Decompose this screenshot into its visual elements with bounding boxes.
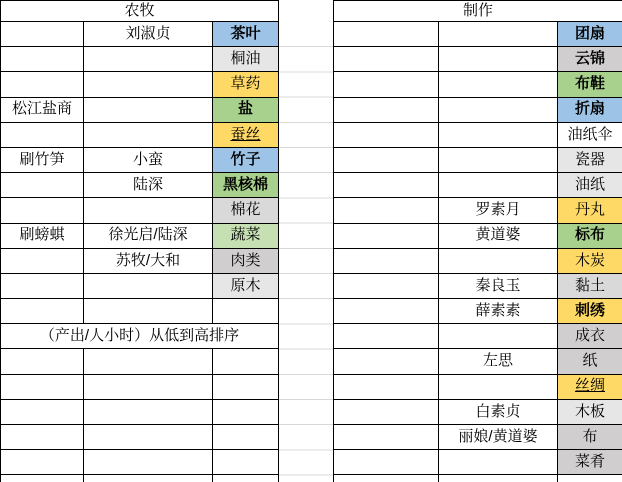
- person-cell[interactable]: 徐光启/陆深: [84, 223, 213, 248]
- buff-cell[interactable]: [334, 399, 439, 424]
- person-cell[interactable]: [439, 248, 558, 273]
- product-cell[interactable]: 黏土: [558, 273, 622, 298]
- product-cell[interactable]: 布: [558, 425, 622, 450]
- person-cell[interactable]: 陆深: [84, 173, 213, 198]
- product-cell[interactable]: 布鞋: [558, 72, 622, 97]
- buff-cell[interactable]: [334, 374, 439, 399]
- buff-cell[interactable]: [1, 22, 84, 47]
- person-cell[interactable]: [439, 22, 558, 47]
- person-cell[interactable]: 丽娘/黄道婆: [439, 425, 558, 450]
- buff-cell[interactable]: [334, 450, 439, 475]
- person-cell[interactable]: [439, 147, 558, 172]
- person-cell[interactable]: [84, 349, 213, 374]
- product-cell[interactable]: 木板: [558, 399, 622, 424]
- product-cell[interactable]: [213, 299, 279, 324]
- buff-cell[interactable]: [1, 450, 84, 475]
- product-cell[interactable]: 瓷器: [558, 147, 622, 172]
- empty-cell[interactable]: [1, 475, 84, 482]
- buff-cell[interactable]: [334, 122, 439, 147]
- product-cell[interactable]: 纸: [558, 349, 622, 374]
- product-cell[interactable]: 棉花: [213, 198, 279, 223]
- product-cell[interactable]: 肉类: [213, 248, 279, 273]
- buff-cell[interactable]: [334, 299, 439, 324]
- person-cell[interactable]: 罗素月: [439, 198, 558, 223]
- person-cell[interactable]: 刘淑贞: [84, 22, 213, 47]
- buff-cell[interactable]: [334, 349, 439, 374]
- buff-cell[interactable]: [334, 223, 439, 248]
- buff-cell[interactable]: [1, 349, 84, 374]
- empty-cell[interactable]: [213, 475, 279, 482]
- product-cell[interactable]: 草药: [213, 72, 279, 97]
- product-cell[interactable]: 团扇: [558, 22, 622, 47]
- person-cell[interactable]: 秦良玉: [439, 273, 558, 298]
- product-cell[interactable]: 菜肴: [558, 450, 622, 475]
- person-cell[interactable]: [439, 324, 558, 349]
- buff-cell[interactable]: 刷竹笋: [1, 147, 84, 172]
- person-cell[interactable]: [84, 425, 213, 450]
- person-cell[interactable]: [84, 374, 213, 399]
- crafting-section-header[interactable]: 制作: [334, 1, 622, 22]
- buff-cell[interactable]: [1, 72, 84, 97]
- product-cell[interactable]: 原木: [213, 273, 279, 298]
- person-cell[interactable]: [84, 72, 213, 97]
- buff-cell[interactable]: [1, 374, 84, 399]
- product-cell[interactable]: 刺绣: [558, 299, 622, 324]
- person-cell[interactable]: 白素贞: [439, 399, 558, 424]
- product-cell[interactable]: 云锦: [558, 47, 622, 72]
- separator-gridlines: [278, 22, 333, 482]
- buff-cell[interactable]: [1, 399, 84, 424]
- product-cell[interactable]: 油纸伞: [558, 122, 622, 147]
- buff-cell[interactable]: [1, 173, 84, 198]
- person-cell[interactable]: 黄道婆: [439, 223, 558, 248]
- buff-cell[interactable]: [1, 198, 84, 223]
- product-cell[interactable]: [213, 450, 279, 475]
- buff-cell[interactable]: [334, 173, 439, 198]
- product-cell[interactable]: [213, 399, 279, 424]
- product-cell[interactable]: 丹丸: [558, 198, 622, 223]
- product-cell[interactable]: 丝绸: [558, 374, 622, 399]
- person-cell[interactable]: [439, 450, 558, 475]
- product-cell[interactable]: 标布: [558, 223, 622, 248]
- buff-cell[interactable]: [1, 299, 84, 324]
- person-cell[interactable]: 小蛮: [84, 147, 213, 172]
- product-cell[interactable]: 黑核棉: [213, 173, 279, 198]
- person-cell[interactable]: [84, 273, 213, 298]
- person-cell[interactable]: 左思: [439, 349, 558, 374]
- person-cell[interactable]: 苏牧/大和: [84, 248, 213, 273]
- empty-cell[interactable]: [558, 475, 622, 482]
- buff-cell[interactable]: [1, 248, 84, 273]
- buff-cell[interactable]: [1, 47, 84, 72]
- person-cell[interactable]: [84, 198, 213, 223]
- person-cell[interactable]: 薛素素: [439, 299, 558, 324]
- product-cell[interactable]: 竹子: [213, 147, 279, 172]
- product-cell[interactable]: 折扇: [558, 97, 622, 122]
- person-cell[interactable]: [439, 97, 558, 122]
- crafting-table: [333, 0, 622, 482]
- product-cell[interactable]: 茶叶: [213, 22, 279, 47]
- product-cell[interactable]: 蔬菜: [213, 223, 279, 248]
- buff-cell[interactable]: [1, 273, 84, 298]
- person-cell[interactable]: [439, 173, 558, 198]
- buff-cell[interactable]: [1, 122, 84, 147]
- buff-cell[interactable]: [334, 248, 439, 273]
- buff-cell[interactable]: [334, 22, 439, 47]
- buff-cell[interactable]: [1, 425, 84, 450]
- person-cell[interactable]: [84, 97, 213, 122]
- buff-cell[interactable]: [334, 425, 439, 450]
- farming-section-header[interactable]: 农牧: [1, 1, 279, 22]
- empty-cell[interactable]: [334, 475, 439, 482]
- buff-cell[interactable]: [334, 324, 439, 349]
- product-cell[interactable]: 蚕丝: [213, 122, 279, 147]
- person-cell[interactable]: [84, 299, 213, 324]
- person-cell[interactable]: [439, 374, 558, 399]
- buff-cell[interactable]: [334, 47, 439, 72]
- buff-cell[interactable]: [334, 198, 439, 223]
- person-cell[interactable]: [84, 122, 213, 147]
- farming-table: [0, 0, 279, 482]
- product-cell[interactable]: 木炭: [558, 248, 622, 273]
- empty-cell[interactable]: [439, 475, 558, 482]
- product-cell[interactable]: [213, 374, 279, 399]
- person-cell[interactable]: [84, 399, 213, 424]
- person-cell[interactable]: [439, 122, 558, 147]
- buff-cell[interactable]: [334, 72, 439, 97]
- person-cell[interactable]: [84, 450, 213, 475]
- person-cell[interactable]: [439, 47, 558, 72]
- product-cell[interactable]: 盐: [213, 97, 279, 122]
- product-cell[interactable]: [213, 425, 279, 450]
- buff-cell[interactable]: [334, 147, 439, 172]
- buff-cell[interactable]: [334, 97, 439, 122]
- buff-cell[interactable]: 松江盐商: [1, 97, 84, 122]
- empty-cell[interactable]: [84, 475, 213, 482]
- product-cell[interactable]: 桐油: [213, 47, 279, 72]
- buff-cell[interactable]: [334, 273, 439, 298]
- product-cell[interactable]: 油纸: [558, 173, 622, 198]
- product-cell[interactable]: 成衣: [558, 324, 622, 349]
- buff-cell[interactable]: 刷螃蜞: [1, 223, 84, 248]
- person-cell[interactable]: [84, 47, 213, 72]
- product-cell[interactable]: [213, 349, 279, 374]
- person-cell[interactable]: [439, 72, 558, 97]
- sort-note-cell[interactable]: （产出/人小时）从低到高排序: [1, 324, 279, 349]
